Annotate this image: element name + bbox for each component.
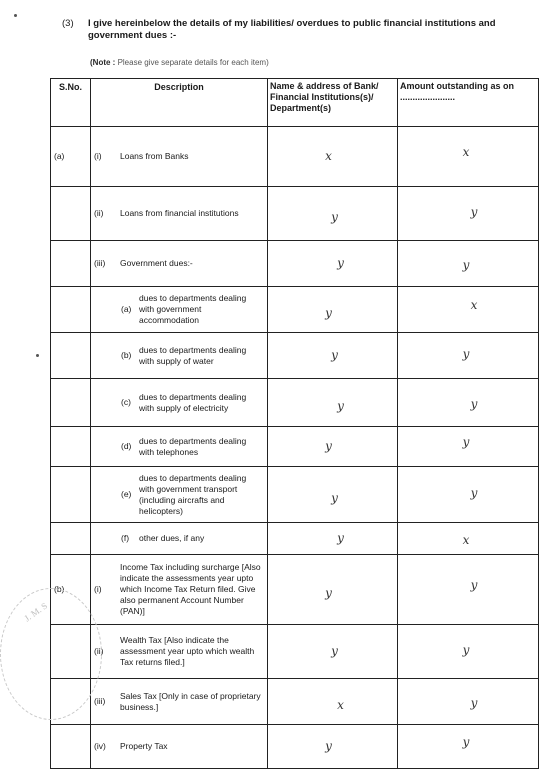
table-row bbox=[51, 467, 539, 523]
row-sno bbox=[51, 241, 91, 287]
table-row bbox=[51, 127, 539, 187]
row-amount-cell bbox=[398, 625, 539, 679]
scan-speck bbox=[36, 354, 39, 357]
table-row bbox=[51, 379, 539, 427]
row-sno bbox=[51, 467, 91, 523]
row-item-letter: (f) bbox=[121, 533, 130, 543]
row-description bbox=[91, 333, 268, 379]
note bbox=[90, 58, 269, 67]
row-sub-number: (iv) bbox=[94, 741, 106, 751]
row-description bbox=[91, 241, 268, 287]
row-sub-number: (ii) bbox=[94, 208, 104, 218]
handwritten-mark: x bbox=[337, 698, 344, 712]
row-sub-number: (i) bbox=[94, 151, 102, 161]
liabilities-table bbox=[50, 78, 539, 769]
table-row bbox=[51, 555, 539, 625]
row-amount-cell bbox=[398, 287, 539, 333]
row-text: dues to departments dealing with supply of water bbox=[139, 344, 247, 366]
row-bank-cell bbox=[268, 725, 398, 769]
table-row bbox=[51, 679, 539, 725]
note-label: (Note : bbox=[90, 58, 118, 67]
handwritten-mark: y bbox=[325, 306, 332, 320]
table-row bbox=[51, 427, 539, 467]
handwritten-mark: x bbox=[462, 145, 470, 159]
row-text: dues to departments dealing with telephones bbox=[139, 435, 247, 457]
row-bank-cell bbox=[268, 241, 398, 287]
handwritten-mark: y bbox=[337, 256, 344, 270]
row-description bbox=[91, 523, 268, 555]
row-description bbox=[91, 555, 268, 625]
row-bank-cell bbox=[268, 427, 398, 467]
row-bank-cell bbox=[268, 187, 398, 241]
note-text: Please give separate details for each item) bbox=[117, 58, 269, 67]
row-amount-cell bbox=[398, 241, 539, 287]
row-sno bbox=[51, 287, 91, 333]
row-text: dues to departments dealing with government transport (including aircrafts and helicopters) bbox=[139, 472, 247, 516]
handwritten-mark: y bbox=[331, 644, 338, 658]
row-description bbox=[91, 679, 268, 725]
handwritten-mark: y bbox=[462, 735, 470, 749]
handwritten-mark: y bbox=[470, 696, 478, 710]
handwritten-mark: y bbox=[462, 258, 470, 272]
row-amount-cell bbox=[398, 679, 539, 725]
row-sno: (a) bbox=[51, 127, 91, 187]
row-text: Property Tax bbox=[120, 741, 168, 751]
row-sno bbox=[51, 523, 91, 555]
row-sno bbox=[51, 333, 91, 379]
section-number: (3) bbox=[62, 18, 74, 29]
handwritten-mark: x bbox=[325, 149, 332, 163]
handwritten-mark: y bbox=[325, 439, 332, 453]
row-amount-cell bbox=[398, 427, 539, 467]
handwritten-mark: y bbox=[470, 397, 478, 411]
row-bank-cell bbox=[268, 625, 398, 679]
handwritten-mark: y bbox=[470, 578, 478, 592]
row-sno: (b) bbox=[51, 555, 91, 625]
row-sub-number: (i) bbox=[94, 584, 102, 594]
row-amount-cell bbox=[398, 725, 539, 769]
row-bank-cell bbox=[268, 467, 398, 523]
row-description bbox=[91, 379, 268, 427]
row-sno bbox=[51, 427, 91, 467]
row-item-letter: (e) bbox=[121, 489, 132, 499]
handwritten-mark: y bbox=[325, 586, 332, 600]
handwritten-mark: y bbox=[331, 210, 338, 224]
handwritten-mark: x bbox=[462, 533, 470, 547]
row-description bbox=[91, 187, 268, 241]
row-text: other dues, if any bbox=[139, 533, 205, 543]
handwritten-mark: y bbox=[325, 739, 332, 753]
table-row bbox=[51, 187, 539, 241]
rubber-stamp: J. M. S bbox=[0, 588, 102, 720]
header-sno: S.No. bbox=[51, 79, 91, 127]
table-row bbox=[51, 241, 539, 287]
table-row bbox=[51, 625, 539, 679]
header-description: Description bbox=[91, 79, 268, 127]
row-sub-number: (iii) bbox=[94, 696, 106, 706]
row-text: dues to departments dealing with supply of electricity bbox=[139, 391, 247, 413]
table-row bbox=[51, 523, 539, 555]
row-sub-number: (iii) bbox=[94, 258, 106, 268]
row-description bbox=[91, 127, 268, 187]
scan-speck bbox=[14, 14, 17, 17]
row-bank-cell bbox=[268, 127, 398, 187]
handwritten-mark: y bbox=[337, 399, 344, 413]
row-text: Income Tax including surcharge [Also indicate the assessments year upto which Income Tax Return filed. Give also permanent Account Number (PAN)] bbox=[120, 562, 261, 616]
table-row bbox=[51, 725, 539, 769]
row-item-letter: (b) bbox=[121, 350, 132, 360]
row-bank-cell bbox=[268, 555, 398, 625]
row-bank-cell bbox=[268, 333, 398, 379]
header-amount: Amount outstanding as on ...................... bbox=[398, 79, 539, 127]
row-text: Sales Tax [Only in case of proprietary business.] bbox=[120, 690, 261, 712]
row-bank-cell bbox=[268, 523, 398, 555]
handwritten-mark: y bbox=[331, 348, 338, 362]
row-text: Loans from Banks bbox=[120, 151, 189, 161]
row-text: dues to departments dealing with government accommodation bbox=[139, 293, 247, 325]
row-amount-cell bbox=[398, 379, 539, 427]
row-bank-cell bbox=[268, 379, 398, 427]
handwritten-mark: y bbox=[337, 531, 344, 545]
row-sno bbox=[51, 379, 91, 427]
header-name-address: Name & address of Bank/ Financial Institutions(s)/ Department(s) bbox=[268, 79, 398, 127]
row-text: Wealth Tax [Also indicate the assessment year upto which wealth Tax returns filed.] bbox=[120, 635, 255, 667]
row-text: Loans from financial institutions bbox=[120, 208, 239, 218]
row-amount-cell bbox=[398, 555, 539, 625]
row-amount-cell bbox=[398, 127, 539, 187]
table-row bbox=[51, 287, 539, 333]
row-description bbox=[91, 625, 268, 679]
row-sno bbox=[51, 187, 91, 241]
row-bank-cell bbox=[268, 679, 398, 725]
row-item-letter: (c) bbox=[121, 397, 131, 407]
row-amount-cell bbox=[398, 187, 539, 241]
row-description bbox=[91, 427, 268, 467]
handwritten-mark: y bbox=[462, 435, 470, 449]
row-amount-cell bbox=[398, 333, 539, 379]
handwritten-mark: y bbox=[470, 205, 478, 219]
handwritten-mark: y bbox=[462, 643, 470, 657]
table-header-row bbox=[51, 79, 539, 127]
row-description bbox=[91, 287, 268, 333]
row-item-letter: (d) bbox=[121, 441, 132, 451]
row-text: Government dues:- bbox=[120, 258, 193, 268]
row-description bbox=[91, 467, 268, 523]
handwritten-mark: y bbox=[470, 486, 478, 500]
table-row bbox=[51, 333, 539, 379]
handwritten-mark: x bbox=[470, 298, 478, 312]
row-description bbox=[91, 725, 268, 769]
handwritten-mark: y bbox=[462, 347, 470, 361]
section-text: I give hereinbelow the details of my liabilities/ overdues to public financial institutions and government dues :- bbox=[88, 18, 496, 41]
row-sub-number: (ii) bbox=[94, 646, 104, 656]
row-bank-cell bbox=[268, 287, 398, 333]
row-amount-cell bbox=[398, 467, 539, 523]
handwritten-mark: y bbox=[331, 491, 338, 505]
row-sno bbox=[51, 725, 91, 769]
row-amount-cell bbox=[398, 523, 539, 555]
row-item-letter: (a) bbox=[121, 304, 132, 314]
